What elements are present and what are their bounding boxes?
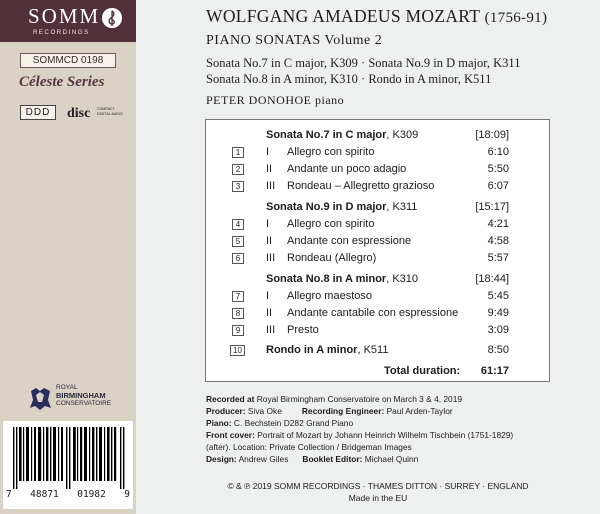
track-time: 8:50 <box>487 344 509 356</box>
track-time: 5:50 <box>487 163 509 175</box>
credit-producer: Producer: Siva Oke Recording Engineer: Paul Arden-Taylor <box>206 406 453 416</box>
track-number: 5 <box>232 236 244 247</box>
movement-title: Allegro maestoso <box>287 290 372 302</box>
movement-number: II <box>266 235 273 247</box>
composer-dates: (1756-91) <box>484 10 548 26</box>
work-heading: Sonata No.9 in D major, K311 <box>266 201 418 213</box>
track-number: 9 <box>232 325 244 336</box>
track-time: 6:07 <box>487 180 509 192</box>
work-duration: [15:17] <box>475 201 509 213</box>
rbc-logo <box>28 384 128 418</box>
movement-number: I <box>266 218 270 230</box>
track-number: 8 <box>232 308 244 319</box>
performer: PETER DONOHOE piano <box>206 93 345 107</box>
catalog-number: SOMMCD 0198 <box>20 53 116 68</box>
album-title: PIANO SONATAS Volume 2 <box>206 33 383 48</box>
track-number: 4 <box>232 219 244 230</box>
work-heading: Rondo in A minor, K511 <box>266 344 389 356</box>
track-time: 5:57 <box>487 252 509 264</box>
credit-cover: Front cover: Portrait of Mozart by Johann Heinrich Wilhelm Tischbein (1751-1829) <box>206 430 514 440</box>
credit-design: Design: Andrew Giles Booklet Editor: Michael Quinn <box>206 454 419 464</box>
total-label: Total duration: <box>384 365 461 377</box>
made-in: Made in the EU <box>348 493 408 503</box>
movement-number: III <box>266 324 276 336</box>
copyright-line: © & ℗ 2019 SOMM RECORDINGS · THAMES DITTON · SURREY · ENGLAND <box>227 481 529 491</box>
barcode-digits: 7 48871 01982 9 <box>6 489 130 500</box>
movement-title: Andante cantabile con espressione <box>287 307 459 319</box>
rbc-name: ROYAL BIRMINGHAM CONSERVATOIRE <box>56 384 112 407</box>
track-time: 3:09 <box>487 324 509 336</box>
movement-number: I <box>266 290 270 302</box>
movement-title: Andante un poco adagio <box>287 163 407 175</box>
track-number: 7 <box>232 291 244 302</box>
track-number: 6 <box>232 253 244 264</box>
composer-name: WOLFGANG AMADEUS MOZART (1756-91) <box>206 6 548 26</box>
tracklist-panel <box>205 119 550 382</box>
movement-title: Presto <box>287 324 319 336</box>
movement-title: Andante con espressione <box>287 235 412 247</box>
compact-disc-logo-icon <box>66 104 123 122</box>
crest-icon <box>28 386 53 412</box>
movement-number: III <box>266 180 276 192</box>
work-heading: Sonata No.7 in C major, K309 <box>266 129 419 141</box>
track-time: 4:58 <box>487 235 509 247</box>
work-heading: Sonata No.8 in A minor, K310 <box>266 273 419 285</box>
barcode-bars <box>13 427 125 489</box>
credit-piano: Piano: C. Bechstein D282 Grand Piano <box>206 418 354 428</box>
work-duration: [18:09] <box>475 129 509 141</box>
credit-cover-cont: (after). Location: Private Collection / Bridgeman Images <box>206 442 412 452</box>
track-time: 5:45 <box>487 290 509 302</box>
movement-title: Rondeau – Allegretto grazioso <box>287 180 435 192</box>
movement-number: I <box>266 146 270 158</box>
svg-text:COMPACT: COMPACT <box>97 107 115 111</box>
svg-text:disc: disc <box>67 106 91 121</box>
movement-number: II <box>266 307 273 319</box>
track-number: 1 <box>232 147 244 158</box>
programme-line: Sonata No.8 in A minor, K310 · Rondo in A minor, K511 <box>206 72 492 86</box>
treble-clef-icon <box>102 8 122 28</box>
svg-text:DIGITAL AUDIO: DIGITAL AUDIO <box>97 112 123 116</box>
programme-line: Sonata No.7 in C major, K309 · Sonata No.9 in D major, K311 <box>206 56 521 70</box>
track-time: 6:10 <box>487 146 509 158</box>
track-time: 9:49 <box>487 307 509 319</box>
barcode <box>3 421 133 509</box>
track-number: 2 <box>232 164 244 175</box>
left-strip <box>0 0 136 514</box>
track-number: 10 <box>230 345 245 356</box>
movement-title: Rondeau (Allegro) <box>287 252 377 264</box>
track-time: 4:21 <box>487 218 509 230</box>
movement-title: Allegro con spirito <box>287 146 375 158</box>
somm-logo <box>0 0 136 42</box>
credit-recorded: Recorded at Royal Birmingham Conservatoire on March 3 & 4, 2019 <box>206 394 463 404</box>
track-number: 3 <box>232 181 244 192</box>
copyright <box>206 480 550 504</box>
movement-number: II <box>266 163 273 175</box>
logo-text: SOMM <box>28 4 101 28</box>
credits <box>206 393 513 465</box>
total-duration: 61:17 <box>480 365 509 377</box>
programme <box>206 55 520 87</box>
movement-title: Allegro con spirito <box>287 218 375 230</box>
logo-subtitle: RECORDINGS <box>33 30 90 36</box>
work-duration: [18:44] <box>475 273 509 285</box>
series-title: Céleste Series <box>19 74 105 90</box>
ddd-badge: DDD <box>20 105 56 120</box>
movement-number: III <box>266 252 276 264</box>
